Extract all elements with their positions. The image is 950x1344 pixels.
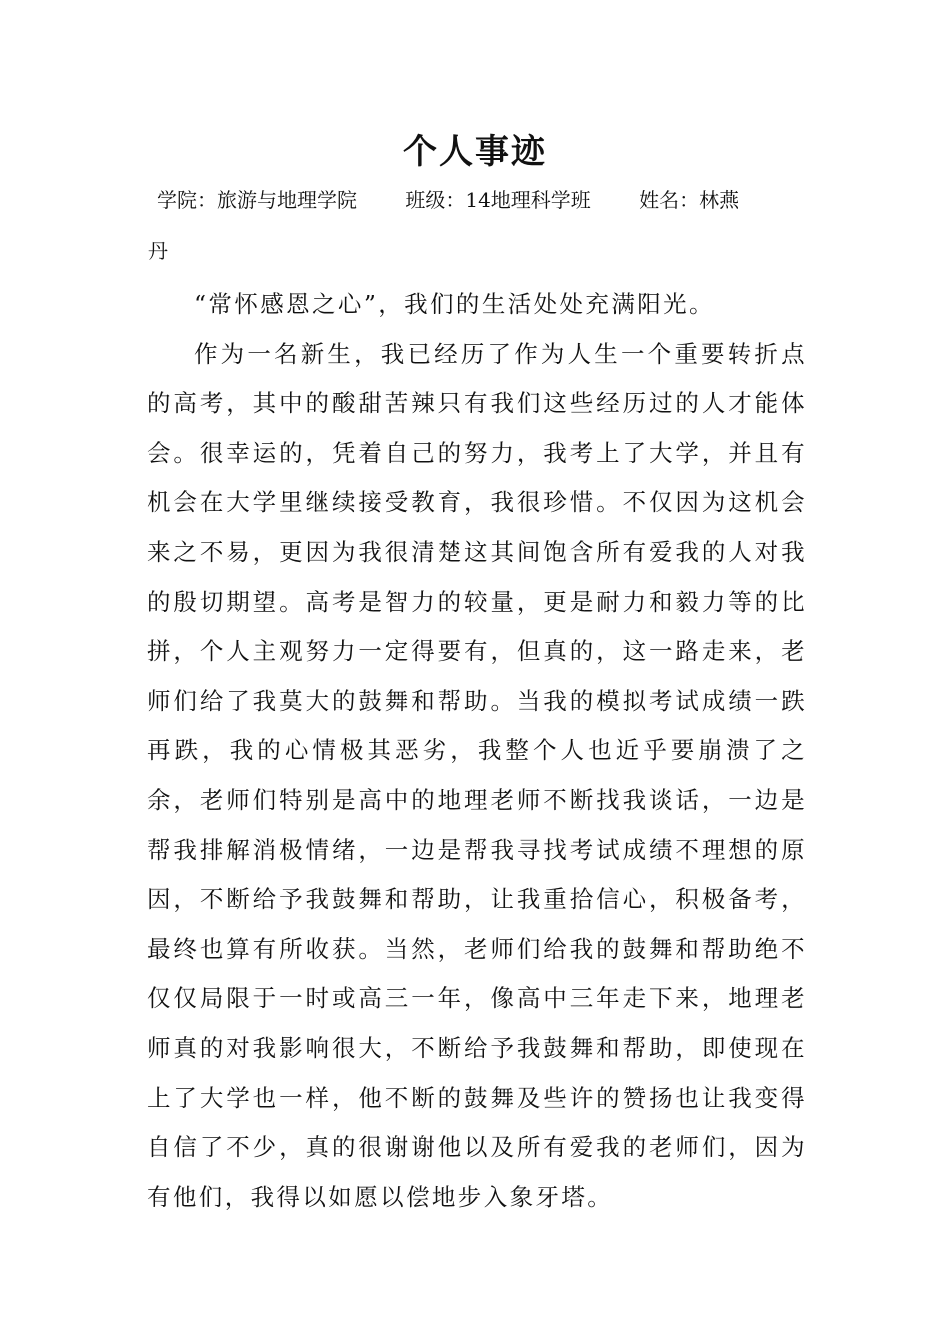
paragraph: “常怀感恩之心”，我们的生活处处充满阳光。	[194, 290, 715, 318]
name-field: 姓名：林燕	[639, 188, 740, 212]
class-field: 班级：14地理科学班	[405, 188, 591, 212]
college-field: 学院：旅游与地理学院	[157, 188, 357, 212]
name-field-wrap: 丹	[148, 239, 168, 263]
document-meta	[157, 183, 810, 217]
paragraph: 作为一名新生，我已经历了作为人生一个重要转折点的高考，其中的酸甜苦辣只有我们这些经历过的人才能体会。很幸运的，凭着自己的努力，我考上了大学，并且有机会在大学里继续接受教育，我很珍惜。不仅因为这机会来之不易，更因为我很清楚这其间饱含所有爱我的人对我的殷切期望。高考是智力的较量，更是耐力和毅力等的比拼，个人主观努力一定得要有，但真的，这一路走来，老师们给了我莫大的鼓舞和帮助。当我的模拟考试成绩一跌再跌，我的心情极其恶劣，我整个人也近乎要崩溃了之余，老师们特别是高中的地理老师不断找我谈话，一边是帮我排解消极情绪，一边是帮我寻找考试成绩不理想的原因，不断给予我鼓舞和帮助，让我重拾信心，积极备考，最终也算有所收获。当然，老师们给我的鼓舞和帮助绝不仅仅局限于一时或高三一年，像高中三年走下来，地理老师真的对我影响很大，不断给予我鼓舞和帮助，即使现在上了大学也一样，他不断的鼓舞及些许的赞扬也让我变得自信了不少，真的很谢谢他以及所有爱我的老师们，因为有他们，我得以如愿以偿地步入象牙塔。	[147, 339, 807, 1211]
document-title: 个人事迹	[403, 132, 547, 172]
document-body	[147, 280, 807, 1222]
